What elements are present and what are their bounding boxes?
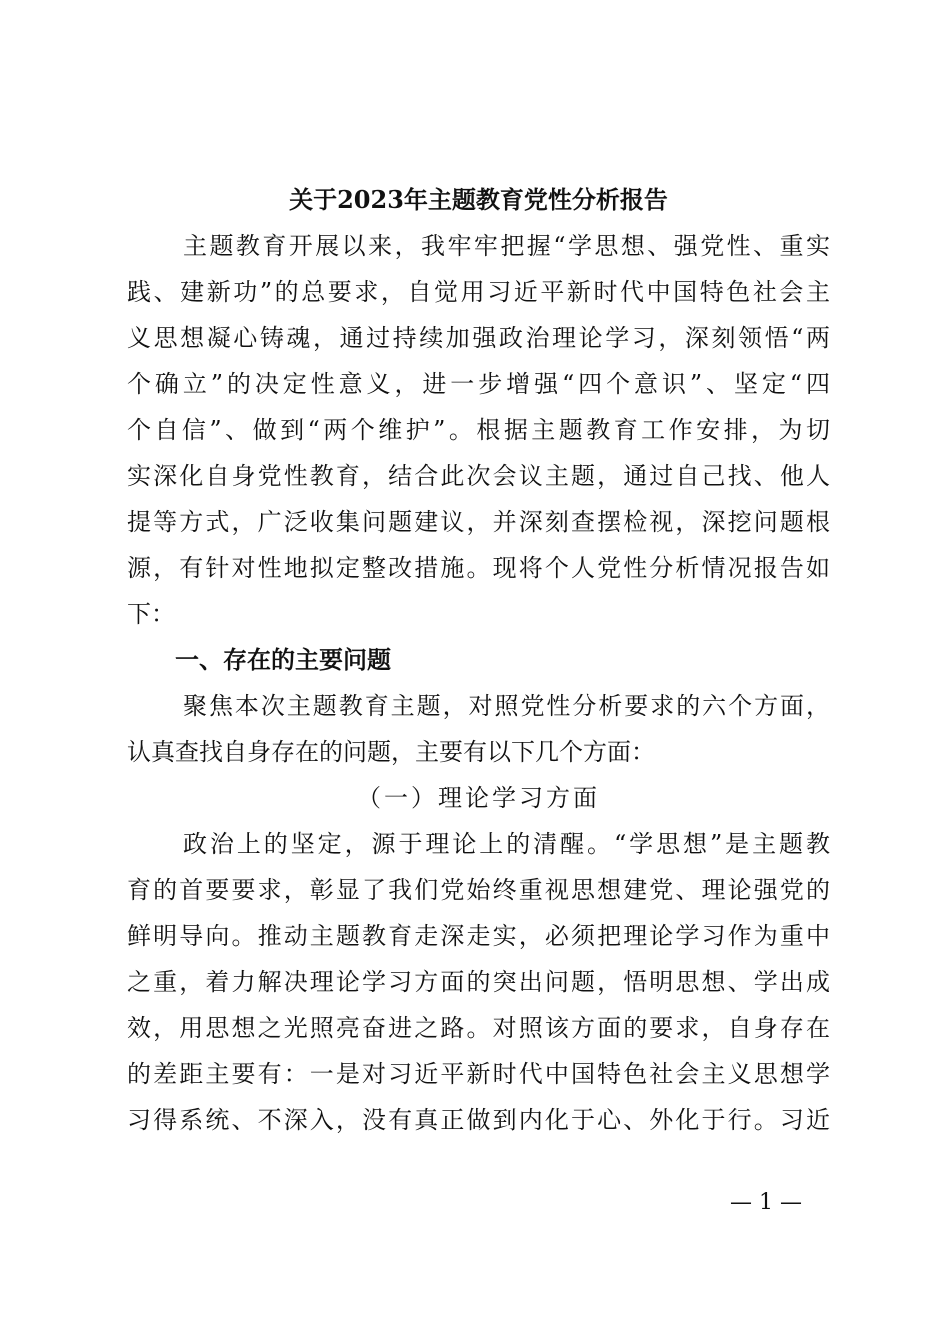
text-line: 践、建新功”的总要求，自觉用习近平新时代中国特色社会主 <box>127 278 830 306</box>
text-line: 育的首要要求，彰显了我们党始终重视思想建党、理论强党的 <box>127 876 830 904</box>
text-line: 聚焦本次主题教育主题，对照党性分析要求的六个方面， <box>183 692 830 720</box>
section-heading: 一、存在的主要问题 <box>175 646 391 674</box>
text-line: 认真查找自身存在的问题，主要有以下几个方面： <box>127 738 655 766</box>
text-line: 政治上的坚定，源于理论上的清醒。“学思想”是主题教 <box>183 830 830 858</box>
document-page <box>127 177 830 1143</box>
intro-paragraph <box>127 223 830 637</box>
text-line: 实深化自身党性教育，结合此次会议主题，通过自己找、他人 <box>127 462 830 490</box>
text-line: 效，用思想之光照亮奋进之路。对照该方面的要求，自身存在 <box>127 1014 830 1042</box>
text-line: 提等方式，广泛收集问题建议，并深刻查摆检视，深挖问题根 <box>127 508 830 536</box>
text-line: 习得系统、不深入，没有真正做到内化于心、外化于行。习近 <box>127 1106 830 1134</box>
text-line: 下： <box>127 600 175 628</box>
text-line: 主题教育开展以来，我牢牢把握“学思想、强党性、重实 <box>183 232 830 260</box>
text-line: 个自信”、做到“两个维护”。根据主题教育工作安排，为切 <box>127 416 830 444</box>
text-line: 义思想凝心铸魂，通过持续加强政治理论学习，深刻领悟“两 <box>127 324 830 352</box>
page-number: — 1 — <box>730 1190 802 1215</box>
text-line: 的差距主要有：一是对习近平新时代中国特色社会主义思想学 <box>127 1060 830 1088</box>
text-line: 源，有针对性地拟定整改措施。现将个人党性分析情况报告如 <box>127 554 830 582</box>
document-title: 关于2023年主题教育党性分析报告 <box>289 185 668 214</box>
text-line: 鲜明导向。推动主题教育走深走实，必须把理论学习作为重中 <box>127 922 830 950</box>
section1-paragraph <box>127 683 830 775</box>
text-line: 之重，着力解决理论学习方面的突出问题，悟明思想、学出成 <box>127 968 830 996</box>
subsection1-paragraph <box>127 821 830 1143</box>
text-line: 个确立”的决定性意义，进一步增强“四个意识”、坚定“四 <box>127 370 830 398</box>
subsection-heading: （一）理论学习方面 <box>357 784 600 812</box>
